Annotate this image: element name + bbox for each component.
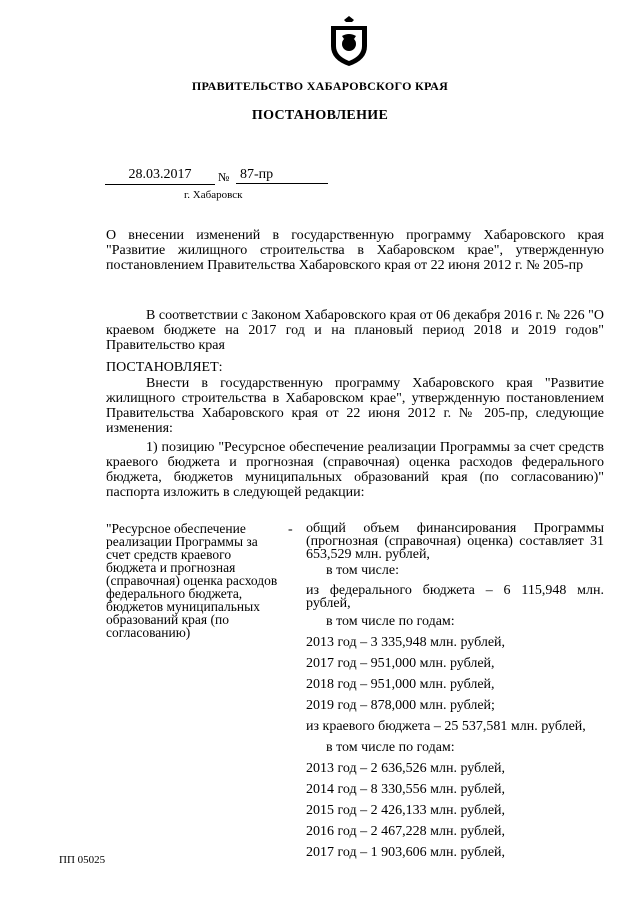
regional-year-row: 2013 год – 2 636,526 млн. рублей, xyxy=(306,761,506,776)
federal-year-row: 2013 год – 3 335,948 млн. рублей, xyxy=(306,635,506,650)
document-code: ПП 05025 xyxy=(59,854,106,866)
including-by-years-label-2: в том числе по годам: xyxy=(326,740,455,755)
including-by-years-label: в том числе по годам: xyxy=(326,614,455,629)
federal-budget-line: из федерального бюджета – 6 115,948 млн. рублей, xyxy=(306,583,604,611)
table-left-cell: "Ресурсное обеспечение реализации Программы за счет средств краевого бюджета и прогнозная (справочная) оценка расходов федерального бюджета, бюджетов муниципальных образований края (по согласованию) xyxy=(106,521,278,640)
regional-year-row: 2014 год – 8 330,556 млн. рублей, xyxy=(306,782,506,797)
basis-paragraph: В соответствии с Законом Хабаровского края от 06 декабря 2016 г. № 226 "О краевом бюджете на 2017 год и на плановый период 2018 и 2019 годов" Правительство края xyxy=(106,308,604,353)
regional-budget-line: из краевого бюджета – 25 537,581 млн. рублей, xyxy=(306,719,586,734)
regional-year-row: 2017 год – 1 903,606 млн. рублей, xyxy=(306,845,506,860)
intro-paragraph: Внести в государственную программу Хабаровского края "Развитие жилищного строительства в Хабаровском крае", утвержденную постановлением Правительства Хабаровского края от 22 июня 2012 г. № 205-пр, следующие изменения: xyxy=(106,376,604,436)
federal-year-row: 2019 год – 878,000 млн. рублей; xyxy=(306,698,495,713)
total-financing: общий объем финансирования Программы (прогнозная (справочная) оценка) составляет 31 653,529 млн. рублей, xyxy=(306,521,604,562)
including-label: в том числе: xyxy=(326,563,399,578)
postanovlyaet-heading: ПОСТАНОВЛЯЕТ: xyxy=(106,360,223,375)
document-type: ПОСТАНОВЛЕНИЕ xyxy=(251,108,389,123)
federal-year-row: 2017 год – 951,000 млн. рублей, xyxy=(306,656,495,671)
item-1-paragraph: 1) позицию "Ресурсное обеспечение реализации Программы за счет средств краевого бюджета и прогнозная (справочная) оценка расходов федерального бюджета, бюджетов муниципальных образований края (по согласованию)" паспорта изложить в следующей редакции: xyxy=(106,440,604,500)
government-title: ПРАВИТЕЛЬСТВО ХАБАРОВСКОГО КРАЯ xyxy=(191,79,449,93)
city-label: г. Хабаровск xyxy=(184,189,243,201)
coat-of-arms-icon xyxy=(328,14,370,68)
date-field: 28.03.2017 xyxy=(105,166,215,185)
table-dash: - xyxy=(288,522,293,537)
federal-year-row: 2018 год – 951,000 млн. рублей, xyxy=(306,677,495,692)
document-subject: О внесении изменений в государственную программу Хабаровского края "Развитие жилищного строительства в Хабаровском крае", утвержденную постановлением Правительства Хабаровского края от 22 июня 2012 г. № 205-пр xyxy=(106,228,604,273)
regional-year-row: 2016 год – 2 467,228 млн. рублей, xyxy=(306,824,506,839)
number-sign: № xyxy=(218,170,230,184)
number-field: 87-пр xyxy=(236,166,328,184)
regional-year-row: 2015 год – 2 426,133 млн. рублей, xyxy=(306,803,506,818)
